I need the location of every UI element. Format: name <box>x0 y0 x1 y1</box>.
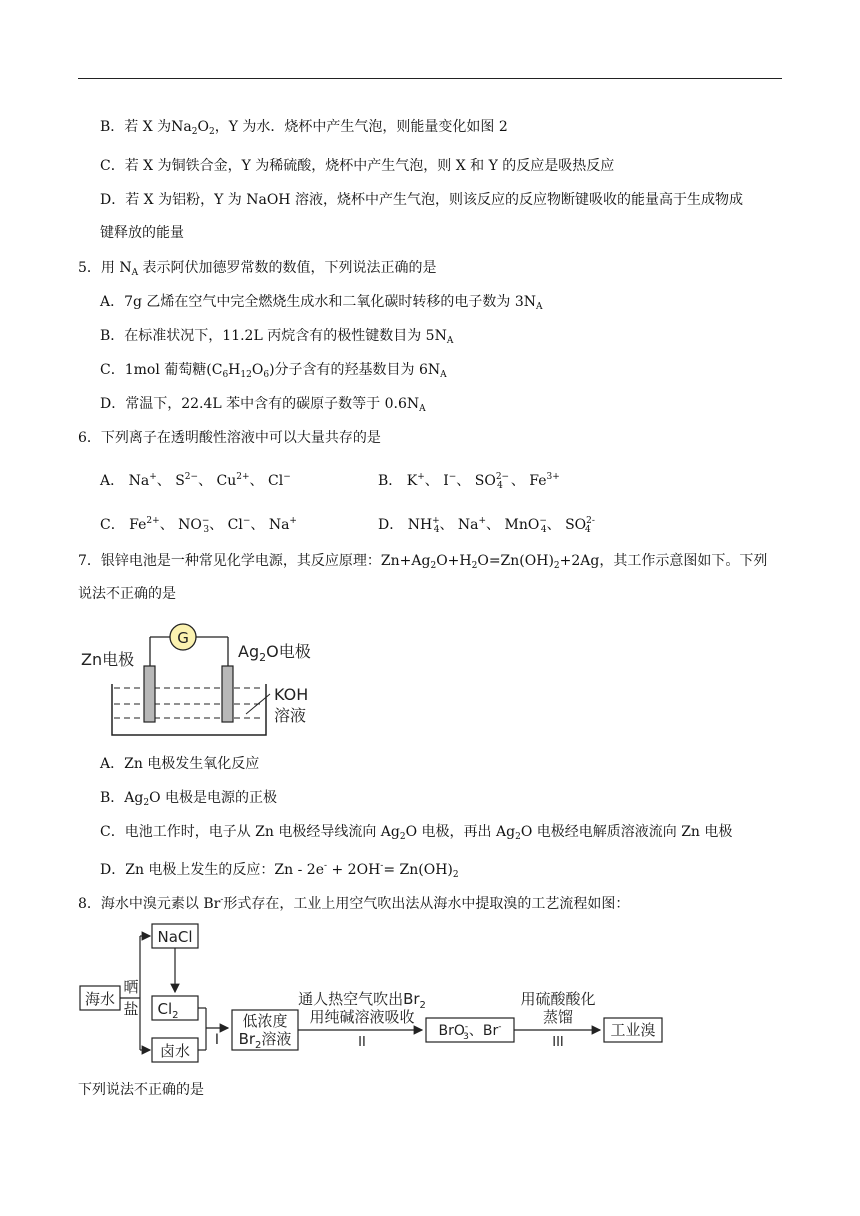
svg-text:卤水: 卤水 <box>159 1042 191 1060</box>
q7-stem-line1: 7．银锌电池是一种常见化学电源，其反应原理：$Zn+Ag_2O+H_2O=Zn(OH)_2+2Ag$，其工作示意图如下。下列 <box>78 553 768 571</box>
q5-stem: 5．用 $N_A$ 表示阿伏加德罗常数的数值，下列说法正确的是 <box>78 260 437 278</box>
label-shai: 晒 <box>123 978 139 996</box>
q4-option-c: C．若 X 为铜铁合金，Y 为稀硫酸，烧杯中产生气泡，则 X 和 Y 的反应是吸热反应 <box>100 158 615 174</box>
q7-option-b: B．$Ag_2O$ 电极是电源的正极 <box>100 790 278 808</box>
q4-option-d-line1: D．若 X 为铝粉，Y 为 NaOH 溶液，烧杯中产生气泡，则该反应的反应物断键吸收的能量高于生成物成 <box>100 192 743 208</box>
beaker <box>112 684 266 735</box>
q4-option-d-line2: 键释放的能量 <box>100 225 184 241</box>
q5-option-b: B．在标准状况下，11.2L 丙烷含有的极性键数目为 $5N_A$ <box>100 328 454 346</box>
step-I: I <box>214 1032 220 1048</box>
q6-stem: 6．下列离子在透明酸性溶液中可以大量共存的是 <box>78 430 381 446</box>
zn-electrode-label: Zn电极 <box>81 650 135 669</box>
svg-text:工业溴: 工业溴 <box>610 1021 656 1039</box>
svg-text:用纯碱溶液吸收: 用纯碱溶液吸收 <box>309 1008 415 1026</box>
bromine-flow-diagram <box>78 918 678 1068</box>
q6-option-b: B． K+、 I−、 $SO^{2-}_4$ 、 $Fe^{3+}$ <box>378 472 560 491</box>
svg-text:低浓度: 低浓度 <box>242 1012 288 1030</box>
galvanometer-label: G <box>177 629 189 647</box>
svg-text:海水: 海水 <box>84 990 116 1008</box>
svg-text:Br2溶液: $Br_2$溶液 <box>238 1030 292 1051</box>
step-II: II <box>358 1035 366 1050</box>
svg-text:NaCl: NaCl <box>157 928 193 946</box>
svg-text:BrO-3、Br-: BrO-3、Br- <box>438 1022 502 1042</box>
svg-text:蒸馏: 蒸馏 <box>542 1008 574 1026</box>
q4-option-b: B．若 X 为$Na_2O_2$，Y 为水．烧杯中产生气泡，则能量变化如图 2 <box>100 119 508 137</box>
zn-electrode <box>144 666 155 722</box>
label-yan: 盐 <box>123 1000 139 1018</box>
header-rule <box>78 78 782 79</box>
q5-option-d: D．常温下，22.4L 苯中含有的碳原子数等于 $0.6N_A$ <box>100 396 426 414</box>
q5-option-c: C．1mol 葡萄糖$(C_6H_{12}O_6)$分子含有的羟基数目为 $6N_A$ <box>100 362 447 380</box>
step-III: III <box>552 1035 564 1050</box>
koh-label: KOH <box>274 685 309 704</box>
solution-label: 溶液 <box>274 706 307 725</box>
q8-stem: 8．海水中溴元素以 Br-形式存在，工业上用空气吹出法从海水中提取溴的工艺流程如图： <box>78 895 630 912</box>
q5-option-a: A．7g 乙烯在空气中完全燃烧生成水和二氧化碳时转移的电子数为 $3N_A$ <box>100 294 543 312</box>
q7-option-c: C．电池工作时，电子从 Zn 电极经导线流向 $Ag_2O$ 电极，再出 $Ag_2O$ 电极经电解质溶液流向 Zn 电极 <box>100 824 733 842</box>
ag2o-electrode-label: $Ag_2O$电极 <box>238 642 311 664</box>
q6-option-c: C． $Fe^{2+}$、 $NO^-_3$、 Cl−、 Na+ <box>100 516 297 535</box>
q7-option-d: D．Zn 电极上发生的反应：$Zn - 2e^- + 2OH^-= Zn(OH)_2$ <box>100 861 459 880</box>
svg-text:通人热空气吹出Br2: 通人热空气吹出$Br_2$ <box>298 990 426 1011</box>
q6-option-a: A． Na+、 $S^{2-}$、 $Cu^{2+}$、 Cl− <box>100 472 291 489</box>
q8-after: 下列说法不正确的是 <box>78 1082 204 1098</box>
battery-diagram <box>78 618 338 744</box>
svg-text:用硫酸酸化: 用硫酸酸化 <box>520 990 596 1008</box>
svg-text:Cl2: $Cl_2$ <box>157 1000 179 1021</box>
q6-option-d: D． $NH^+_4$、 Na+、 MnO−$_4$、 $SO^{2-}_4$ <box>378 516 595 535</box>
q7-option-a: A．Zn 电极发生氧化反应 <box>100 756 260 772</box>
ag2o-electrode <box>222 666 233 722</box>
q7-stem-line2: 说法不正确的是 <box>78 586 176 602</box>
